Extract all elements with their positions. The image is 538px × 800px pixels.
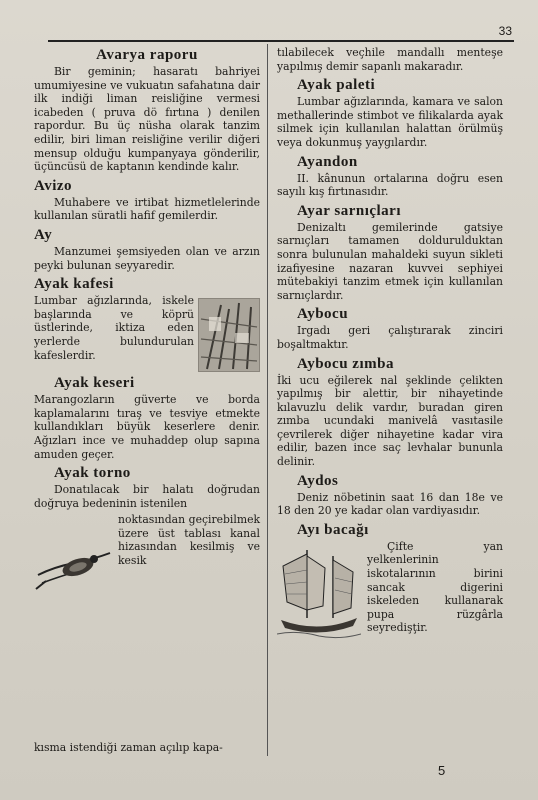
ayak-kafesi-photo-illustration	[198, 298, 260, 372]
entry-ayak-paleti: Lumbar ağızlarında, kamara ve salon methallerinde stimbot ve filikalarda ayak silmek için kullanılan halattan örülmüş veya dokunmuş yaygılardır.	[277, 95, 503, 149]
heading-ayandon: Ayandon	[297, 153, 358, 170]
column-divider	[267, 44, 268, 756]
snatch-block-illustration	[34, 523, 114, 593]
entry-aybocu-zimba: İki ucu eğilerek nal şeklinde çelikten yapılmış bir alettir, bir nihayetinde kılavuzlu delik vardır, buradan giren zımba ucundaki manivelâ vasıtasile çevrilerek diğer nihayetine kadar vira edilir, bazen ince saç levhalar bununla delinir.	[277, 373, 503, 469]
entry-avizo: Muhabere ve irtibat hizmetlelerinde kullanılan süratli hafif gemilerdir.	[34, 195, 260, 223]
left-column	[34, 46, 260, 595]
entry-ay: Manzumei şemsiyeden olan ve arzın peyki bulunan seyyaredir.	[34, 244, 260, 272]
heading-aybocu-zimba: Aybocu zımba	[297, 355, 394, 372]
right-column	[277, 46, 503, 642]
heading-ay: Ay	[34, 226, 53, 243]
entry-aybocu: Irgadı geri çalıştırarak zinciri boşaltmaktır.	[277, 324, 503, 351]
entry-ayi-bacagi: Çifte yan yelkenlerinin iskotalarının birini sancak digerini iskeleden kullanarak pupa rüzgârla seyredişţir.	[367, 539, 503, 635]
entry-ayak-torno-tail: kısma istendiği zaman açılıp kapa-	[34, 741, 223, 754]
heading-avarya-raporu: Avarya raporu	[96, 47, 198, 63]
entry-continued-lead: tılabilecek veçhile mandallı menteşe yapılmış demir sapanlı makaradır.	[277, 46, 503, 73]
heading-avizo: Avizo	[34, 177, 73, 194]
heading-ayak-keseri: Ayak keseri	[54, 375, 135, 392]
entry-ayak-torno-intro: Donatılacak bir halatı doğrudan doğruya bedeninin istenilen	[34, 483, 260, 510]
heading-ayak-torno: Ayak torno	[54, 465, 131, 482]
entry-ayak-torno-body: noktasından geçirebilmek üzere üst tablası kanal hizasından kesilmiş ve kesik	[118, 513, 260, 568]
page-number: 33	[498, 24, 512, 38]
heading-ayar-sarniclari: Ayar sarnıçları	[297, 202, 402, 219]
header-rule	[48, 40, 514, 42]
heading-ayak-kafesi: Ayak kafesi	[34, 276, 114, 293]
entry-ayak-kafesi: Lumbar ağızlarında, iskele başlarında ve köprü üstlerinde, iktiza eden yerlerde bulundurulan kafeslerdir.	[34, 294, 194, 362]
heading-aybocu: Aybocu	[297, 306, 349, 323]
entry-ayak-keseri: Marangozların güverte ve borda kaplamalarını tıraş ve tesviye etmekte kullandıkları büyük keserlere denir. Ağızları ince ve muhaddep olup sapına amuden geçer.	[34, 393, 260, 461]
entry-ayar-sarniclari: Denizaltı gemilerinde gatsiye sarnıçları tamamen doldurulduktan sonra bulunulan mahaldeki suyun sikleti izafiyesine nazaran kuvvei sephiyei mütebakiyi tanzim etmek için kullanılan sarnıçlardır.	[277, 220, 503, 302]
entry-aydos: Deniz nöbetinin saat 16 dan 18e ve 18 den 20 ye kadar olan vardiyasıdır.	[277, 490, 503, 518]
folio-number: 5	[438, 763, 446, 778]
entry-avarya-raporu: Bir geminin; hasaratı bahriyei umumiyesine ve vukuatın safahatına dair ilk indiği liman reisliğine vermesi icabeden ( pruva dö fırtına ) denilen rapordur. Bu üç nüsha olarak tanzim edilir, biri liman reisliğine verilir diğeri mensup olduğu kumpanyaya gönderilir, üçüncüsü de kaptanın kendinde kalır.	[34, 65, 260, 174]
heading-ayi-bacagi: Ayı bacağı	[297, 521, 369, 538]
heading-ayak-paleti: Ayak paleti	[297, 77, 376, 94]
heading-aydos: Aydos	[297, 472, 339, 489]
entry-ayandon: II. kânunun ortalarına doğru esen sayılı kış fırtınasıdır.	[277, 171, 503, 199]
sailboat-illustration	[277, 544, 361, 640]
